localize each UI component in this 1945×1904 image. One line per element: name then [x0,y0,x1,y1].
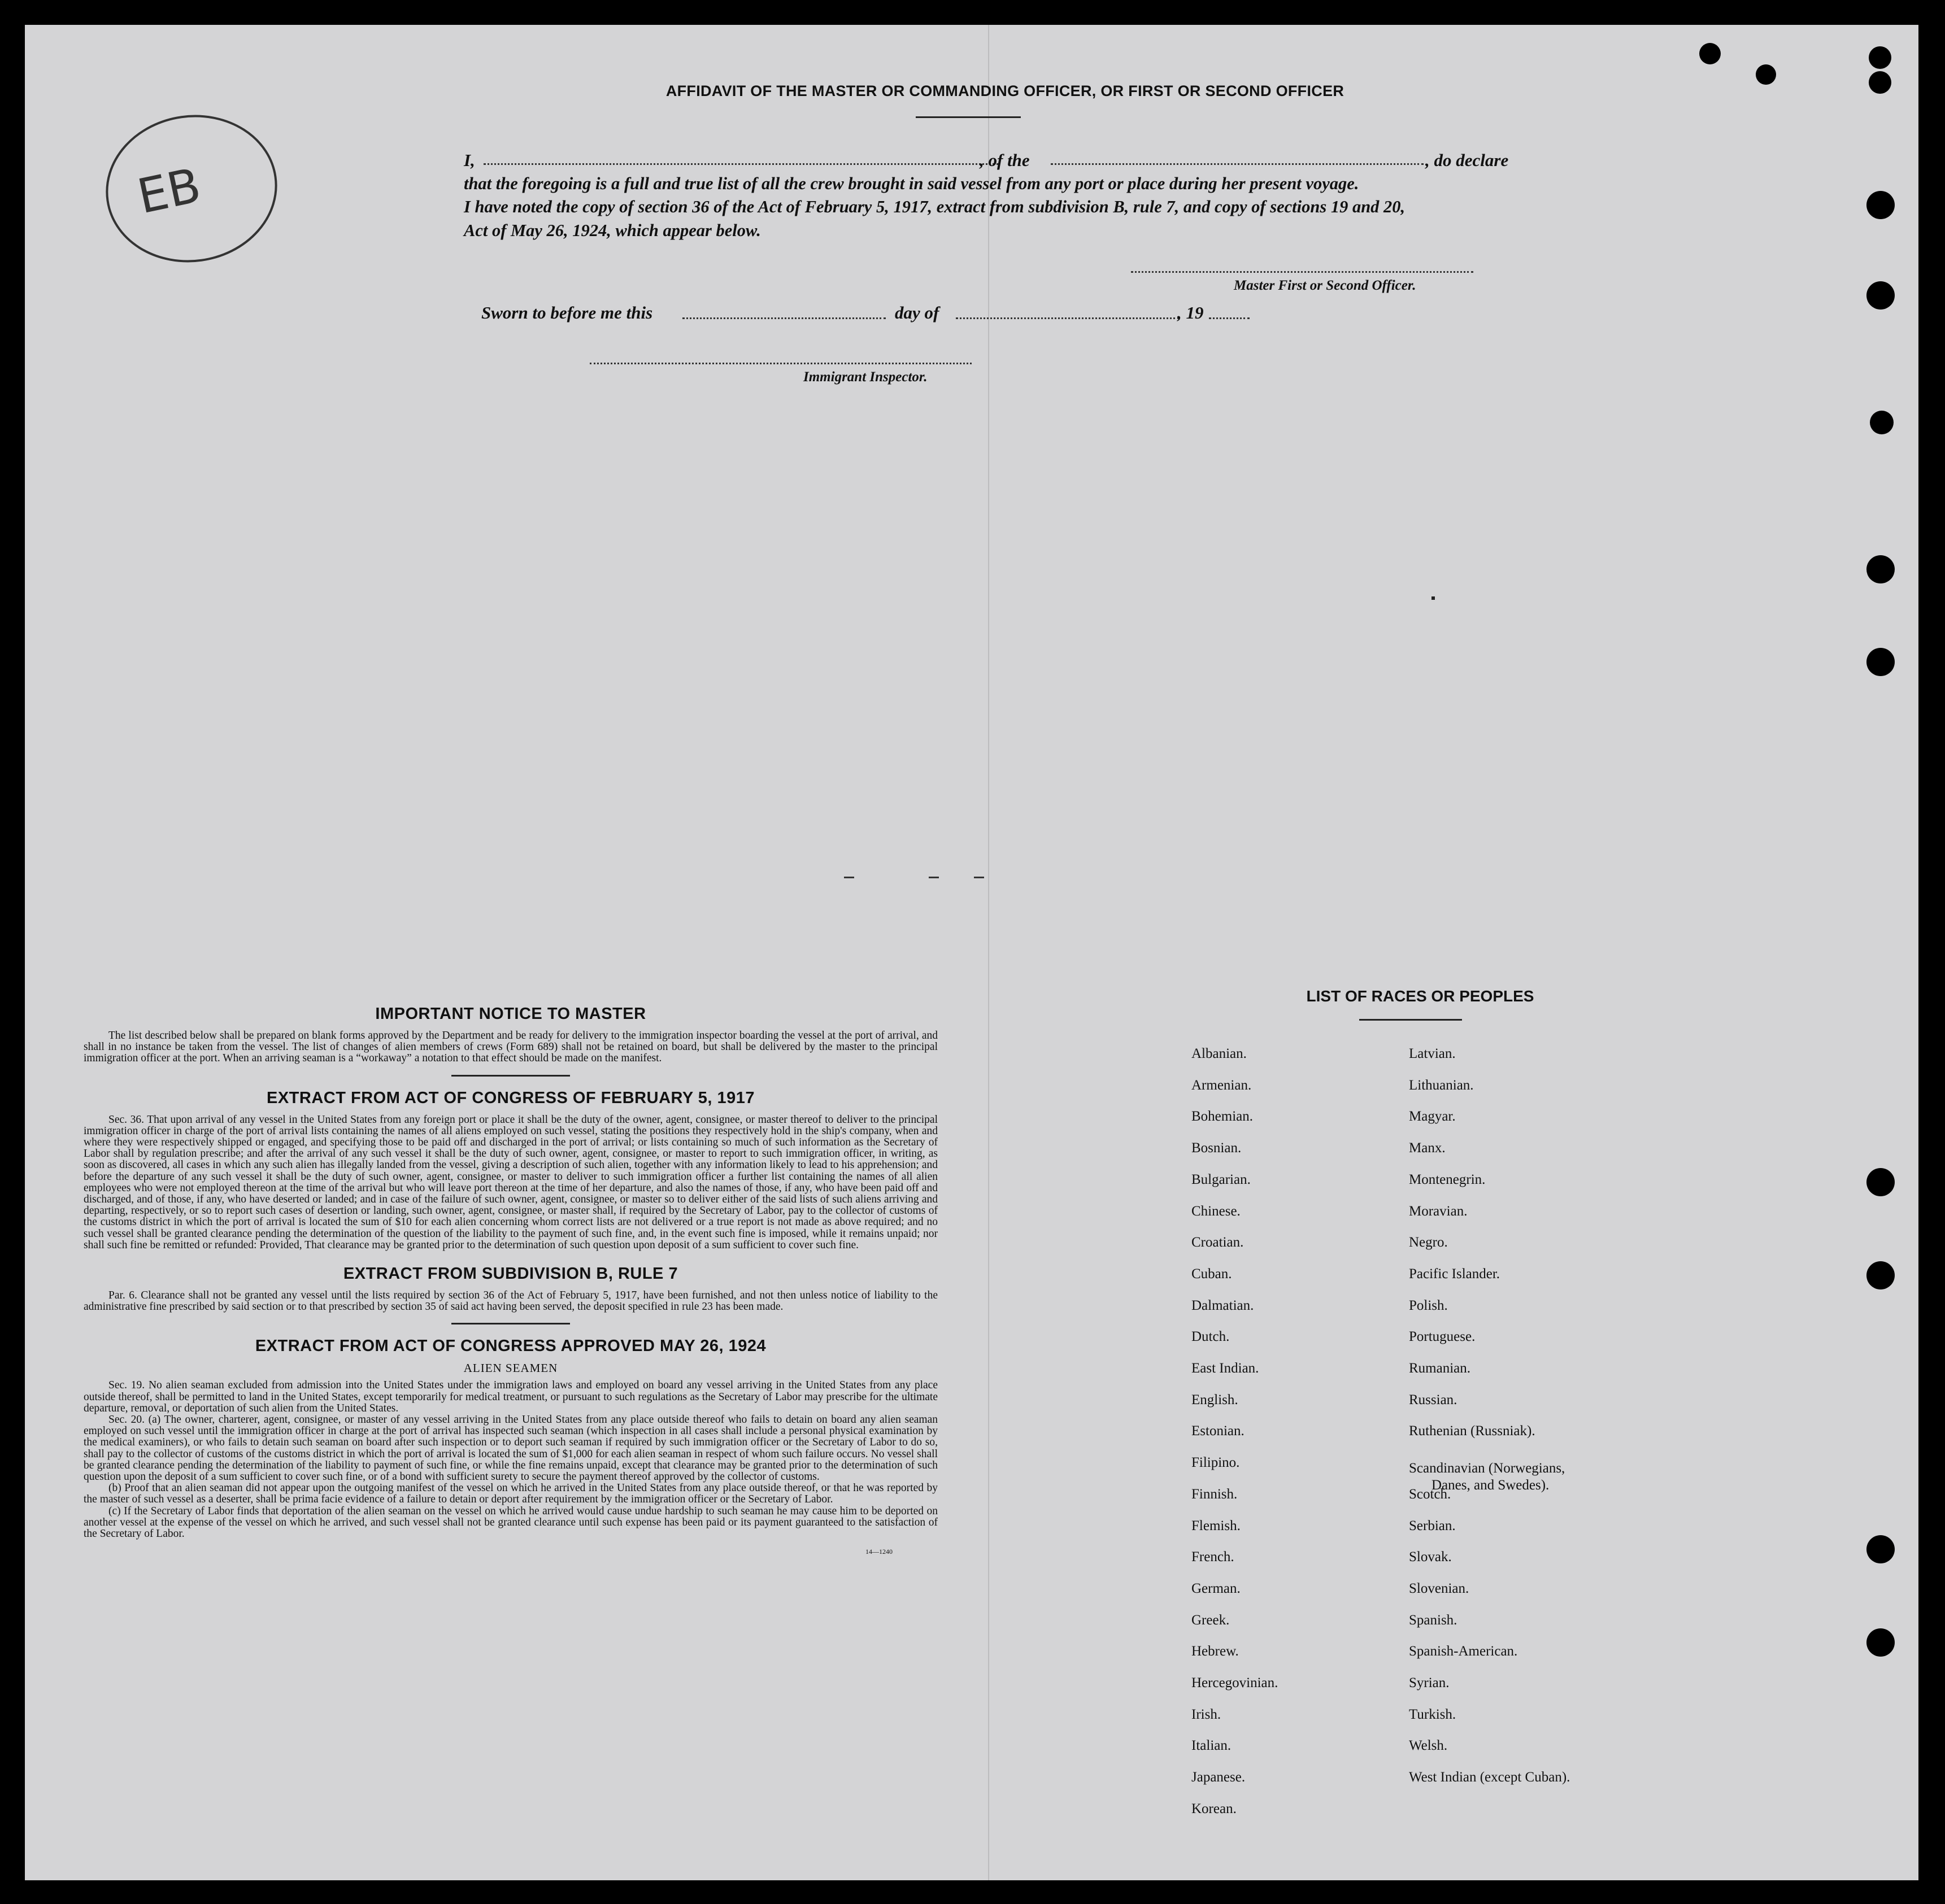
race-item: Montenegrin. [1409,1171,1486,1187]
alien-seamen-subtitle: ALIEN SEAMEN [463,1361,558,1375]
notice-rule [451,1075,570,1077]
race-item: Italian. [1191,1738,1232,1754]
affidavit-line-3: I have noted the copy of section 36 of the Act of February 5, 1917, extract from subdivision B, rule 7, and copy of sections 19 and 20, [464,197,1406,216]
race-item: Polish. [1409,1297,1448,1313]
notice-title: IMPORTANT NOTICE TO MASTER [375,1005,646,1023]
race-item: Portuguese. [1409,1329,1476,1345]
affidavit-of-the-label: , of the [980,150,1030,170]
punch-hole [1866,1261,1895,1289]
race-item: Bulgarian. [1191,1171,1251,1187]
races-title: LIST OF RACES OR PEOPLES [1306,987,1534,1005]
race-item: Armenian. [1191,1077,1252,1093]
race-item: Welsh. [1409,1738,1448,1754]
race-item: Russian. [1409,1392,1457,1408]
year-label: , 19 [1177,303,1204,323]
race-item: Bohemian. [1191,1109,1254,1125]
race-item: Hebrew. [1191,1644,1239,1659]
punch-hole [1866,555,1895,583]
page-fold [988,25,989,1880]
race-item: Hercegovinian. [1191,1675,1278,1690]
legal-extracts-column [84,1005,938,1556]
dash-mark [844,877,854,878]
sworn-year-field[interactable] [1209,317,1250,319]
title-rule [916,116,1021,118]
punch-hole [1866,648,1895,676]
affidavit-title: AFFIDAVIT OF THE MASTER OR COMMANDING OFFICER, OR FIRST OR SECOND OFFICER [665,82,1344,99]
speck-mark [1431,596,1435,600]
race-item: Cuban. [1191,1266,1232,1282]
race-item: Croatian. [1191,1235,1244,1251]
race-item: Dalmatian. [1191,1297,1254,1313]
race-item: Korean. [1191,1801,1237,1816]
rule7-title: EXTRACT FROM SUBDIVISION B, RULE 7 [343,1265,678,1283]
sec20a-body: Sec. 20. (a) The owner, charterer, agent, consignee, or master of any vessel arriving in the United States from any place outside thereof who fails to detain on board any alien seaman employed on such vessel until the immigration officer in charge at the port of arrival has inspected such seaman (which inspection in all cases shall include a personal physical examination by the medical examiners), or who fails to detain such seaman on board after such inspection or to deport such seaman if required by such immigration officer or the Secretary of Labor to do so, shall pay to the collector of customs of the customs district in which the port of arrival is located the sum of $1,000 for each alien seaman in respect of whom such failure occurs. No vessel shall be granted clearance pending the determination of the liability to payment of such fine, or while the fine remains unpaid, except that clearance may be granted prior to the determination of such question upon the deposit of a sum sufficient to cover such fine, or of a bond with sufficient surety to secure the payment thereof approved by the collector of customs. [84,1414,938,1483]
punch-hole [1866,281,1895,310]
race-item: Dutch. [1191,1329,1230,1345]
race-item: Magyar. [1409,1109,1456,1125]
race-item: Japanese. [1191,1770,1246,1785]
race-item: German. [1191,1580,1241,1596]
race-item: Negro. [1409,1235,1448,1251]
race-item: French. [1191,1549,1234,1565]
extract-1924-title: EXTRACT FROM ACT OF CONGRESS APPROVED MAY 26, 1924 [255,1337,767,1356]
race-item: English. [1191,1392,1238,1408]
document-page [25,25,1918,1880]
race-item: East Indian. [1191,1361,1259,1376]
punch-hole [1870,411,1894,434]
race-item: Scandinavian (Norwegians, [1409,1461,1565,1476]
punch-hole [1869,46,1891,69]
handwritten-eb: EB [133,157,206,225]
race-item: Danes, and Swedes). [1431,1478,1550,1493]
sec19-body: Sec. 19. No alien seaman excluded from admission into the United States under the immigration laws and employed on board any vessel arriving in the United States from any place outside thereof, shall be permitted to land in the United States, except temporarily for medical treatment, or pursuant to such regulations as the Secretary of Labor may prescribe for the ultimate departure, removal, or deportation of such alien from the United States. [84,1379,938,1414]
race-item: Serbian. [1409,1518,1456,1533]
rule7-body: Par. 6. Clearance shall not be granted any vessel until the lists required by section 36 of the Act of February 5, 1917, have been furnished, and not then unless notice of liability to the administrative fine prescribed by said section or to that prescribed by section 35 of said act having been served, the deposit specified in rule 23 has been made. [84,1289,938,1313]
race-item: Spanish. [1409,1612,1457,1628]
race-item: Bosnian. [1191,1140,1242,1156]
inspector-label: Immigrant Inspector. [803,369,928,385]
punch-hole [1866,1168,1895,1196]
day-of-label: day of [895,303,939,323]
punch-hole [1866,1535,1895,1563]
vessel-name-field[interactable] [1051,163,1424,165]
punch-hole [1866,1628,1895,1657]
affidavit-line-2: that the foregoing is a full and true list of all the crew brought in said vessel from any port or place during her present voyage. [464,174,1359,193]
race-item: Albanian. [1191,1046,1247,1061]
notice-body: The list described below shall be prepared on blank forms approved by the Department and be ready for delivery to the immigration inspector boarding the vessel at the port of arrival, and shall in no instance be taken from the vessel. The list of changes of alien members of crews (Form 689) shall not be retained on board, but shall be delivered by the master to the principal immigration officer at the port. When an arriving seaman is a “workaway” a notation to that effect should be made on the manifest. [84,1030,938,1065]
race-item: Spanish-American. [1409,1644,1518,1659]
extract-1917-body: Sec. 36. That upon arrival of any vessel in the United States from any foreign port or place it shall be the duty of the owner, agent, consignee, or master thereof to deliver to the principal immigration officer in charge of the port of arrival lists containing the names of all aliens employed on such vessel, stating the positions they respectively hold in the ship's company, when and where they were respectively shipped or engaged, and specifying those to be paid off and discharged in the port of arrival; or lists containing so much of such information as the Secretary of Labor shall by regulation prescribe; and after the arrival of any such vessel it shall be the duty of such owner, agent, consignee, or master to report to such immigration officer, in writing, as soon as discovered, all cases in which any such alien has illegally landed from the vessel, giving a description of such alien, together with any information likely to lead to his apprehension; and before the departure of any such vessel it shall be the duty of such owner, agent, consignee, or master to deliver to such immigration officer a further list containing the names of all alien employees who were not employed thereon at the time of the arrival but who will leave port thereon at the time of her departure, and also the names of those, if any, who have been paid off and discharged, and of those, if any, who have deserted or landed; and in case of the failure of such owner, agent, consignee, or master so to deliver either of the said lists of such aliens arriving and departing, respectively, or so to report such cases of desertion or landing, such owner, agent, consignee, or master shall, if required by the Secretary of Labor, pay to the collector of customs of the customs district in which the port of arrival is located the sum of $10 for each alien concerning whom correct lists are not delivered or a true report is not made as above required; and no such vessel shall be granted clearance pending the determination of the question of the liability to the payment of such fine, and, in the event such fine is imposed, while it remains unpaid; nor shall such fine be remitted or refunded: Provided, That clearance may be granted prior to the determination of such question upon deposit of a sum sufficient to cover such fine. [84,1113,938,1251]
master-name-field[interactable] [484,163,999,165]
rule7-rule [451,1323,570,1324]
sec20b-body: (b) Proof that an alien seaman did not appear upon the outgoing manifest of the vessel on which he arrived in the United States from any place outside thereof, or that he was reported by the master of such vessel as a deserter, shall be prima facie evidence of a failure to detain or deport after requirement by the immigration officer or the Secretary of Labor. [84,1482,938,1506]
race-item: Manx. [1409,1140,1446,1156]
race-item: Slovak. [1409,1549,1452,1565]
race-item: Rumanian. [1409,1361,1471,1376]
sworn-month-field[interactable] [956,317,1180,319]
punch-hole [1756,64,1776,85]
sec20c-body: (c) If the Secretary of Labor finds that deportation of the alien seaman on the vessel on which he arrived would cause undue hardship to such seaman he may cause him to be deported on another vessel at the expense of the vessel on which he arrived, and such vessel shall not be granted clearance until such expense has been paid or its payment guaranteed to the satisfaction of the Secretary of Labor. [84,1505,938,1540]
race-item: Chinese. [1191,1203,1241,1219]
race-item: Estonian. [1191,1423,1245,1439]
punch-hole [1866,191,1895,219]
extract-1917-title: EXTRACT FROM ACT OF CONGRESS OF FEBRUARY 5, 1917 [266,1088,755,1107]
race-item: Flemish. [1191,1518,1241,1533]
affidavit-declare-label: , do declare [1425,150,1509,170]
inspector-signature-field[interactable] [590,363,972,364]
punch-hole [1699,43,1721,64]
sworn-day-field[interactable] [682,317,886,319]
punch-hole [1869,71,1891,94]
race-item: Scotch. [1409,1486,1451,1502]
race-item: Greek. [1191,1612,1230,1628]
race-item: Finnish. [1191,1486,1238,1502]
race-item: West Indian (except Cuban). [1409,1770,1570,1785]
race-item: Moravian. [1409,1203,1468,1219]
master-signature-field[interactable] [1131,271,1473,273]
affidavit-line-4: Act of May 26, 1924, which appear below. [464,221,761,240]
affidavit-i-label: I, [464,150,475,170]
race-item: Slovenian. [1409,1580,1469,1596]
race-item: Pacific Islander. [1409,1266,1500,1282]
sworn-label: Sworn to before me this [481,303,653,323]
race-item: Turkish. [1409,1706,1456,1722]
race-item: Syrian. [1409,1675,1450,1690]
race-item: Irish. [1191,1706,1221,1722]
dash-mark [974,877,984,878]
race-item: Latvian. [1409,1046,1456,1061]
master-signature-label: Master First or Second Officer. [1234,278,1416,293]
race-item: Lithuanian. [1409,1077,1474,1093]
races-title-rule [1359,1019,1462,1021]
dash-mark [929,877,939,878]
race-item: Filipino. [1191,1455,1240,1471]
form-number: 14—1240 [865,1548,893,1556]
race-item: Ruthenian (Russniak). [1409,1423,1535,1439]
